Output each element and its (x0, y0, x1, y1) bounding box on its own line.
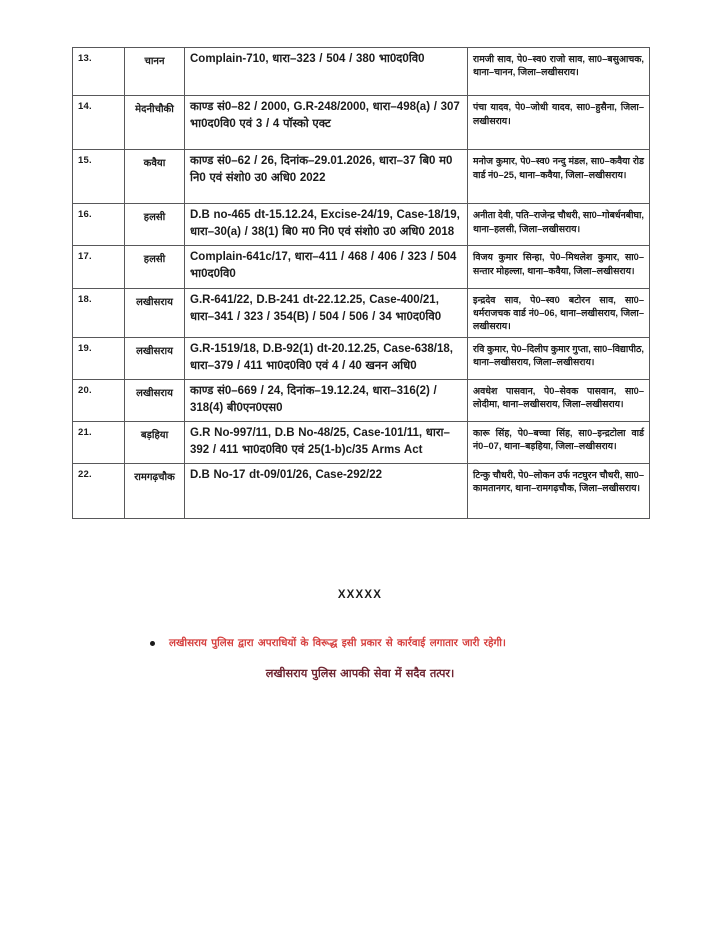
row-accused-details: रवि कुमार, पे0–दिलीप कुमार गुप्ता, सा0–विद्यापीठ, थाना–लखीसराय, जिला–लखीसराय। (468, 338, 650, 380)
row-accused-details: टिन्कु चौधरी, पे0–लोकन उर्फ नटघुरन चौधरी, सा0–कामतानगर, थाना–रामगढ़चौक, जिला–लखीसराय। (468, 464, 650, 518)
row-police-station: लखीसराय (125, 338, 185, 380)
row-case-details: G.R-1519/18, D.B-92(1) dt-20.12.25, Case-638/18, धारा–379 / 411 भा0द0वि0 एवं 4 / 40 खनन अधि0 (185, 338, 468, 380)
row-case-details: काण्ड सं0–669 / 24, दिनांक–19.12.24, धारा–316(2) / 318(4) बी0एन0एस0 (185, 380, 468, 422)
row-serial-number: 13. (73, 48, 125, 96)
table-row (73, 96, 650, 150)
row-police-station: बड़हिया (125, 422, 185, 464)
row-case-details: D.B No-17 dt-09/01/26, Case-292/22 (185, 464, 468, 518)
row-accused-details: कारू सिंह, पे0–बच्चा सिंह, सा0–इन्द्रटोला वार्ड नं0–07, थाना–बड़हिया, जिला–लखीसराय। (468, 422, 650, 464)
row-police-station: रामगढ़चौक (125, 464, 185, 518)
table-row (73, 48, 650, 96)
row-case-details: काण्ड सं0–82 / 2000, G.R-248/2000, धारा–498(a) / 307 भा0द0वि0 एवं 3 / 4 पॉस्को एक्ट (185, 96, 468, 150)
row-serial-number: 20. (73, 380, 125, 422)
row-accused-details: इन्द्रदेव साव, पे0–स्व0 बटोरन साव, सा0–धर्मराजचक वार्ड नं0–06, थाना–लखीसराय, जिला–लखीसराय। (468, 288, 650, 338)
records-table-body (73, 48, 650, 519)
row-police-station: लखीसराय (125, 288, 185, 338)
row-police-station: लखीसराय (125, 380, 185, 422)
row-case-details: G.R-641/22, D.B-241 dt-22.12.25, Case-400/21, धारा–341 / 323 / 354(B) / 504 / 506 / 34 भा0द0वि0 (185, 288, 468, 338)
footer-note (150, 636, 620, 651)
row-police-station: कवैया (125, 150, 185, 204)
row-accused-details: मनोज कुमार, पे0–स्व0 नन्दु मंडल, सा0–कवैया रोड वार्ड नं0–25, थाना–कवैया, जिला–लखीसराय। (468, 150, 650, 204)
row-serial-number: 22. (73, 464, 125, 518)
footer-tagline: लखीसराय पुलिस आपकी सेवा में सदैव तत्पर। (265, 668, 455, 680)
end-of-document-mark: XXXXX (337, 589, 383, 601)
row-case-details: Complain-641c/17, धारा–411 / 468 / 406 / 323 / 504 भा0द0वि0 (185, 246, 468, 288)
row-police-station: मेदनीचौकी (125, 96, 185, 150)
row-serial-number: 19. (73, 338, 125, 380)
bullet-point-icon (150, 641, 155, 646)
table-row (73, 380, 650, 422)
row-case-details: काण्ड सं0–62 / 26, दिनांक–29.01.2026, धारा–37 बि0 म0 नि0 एवं संशो0 उ0 अधि0 2022 (185, 150, 468, 204)
row-accused-details: अनीता देवी, पति–राजेन्द्र चौधरी, सा0–गोबर्धनबीघा, थाना–हलसी, जिला–लखीसराय। (468, 204, 650, 246)
records-table (72, 47, 650, 519)
table-row (73, 288, 650, 338)
row-serial-number: 18. (73, 288, 125, 338)
row-police-station: चानन (125, 48, 185, 96)
row-accused-details: अवधेश पासवान, पे0–सेवक पासवान, सा0–लोदीमा, थाना–लखीसराय, जिला–लखीसराय। (468, 380, 650, 422)
table-row (73, 246, 650, 288)
row-serial-number: 16. (73, 204, 125, 246)
row-serial-number: 17. (73, 246, 125, 288)
row-accused-details: विजय कुमार सिन्हा, पे0–मिथलेश कुमार, सा0–सन्तार मोहल्ला, थाना–कवैया, जिला–लखीसराय। (468, 246, 650, 288)
records-table-container (72, 47, 649, 519)
row-case-details: G.R No-997/11, D.B No-48/25, Case-101/11, धारा–392 / 411 भा0द0वि0 एवं 25(1-b)c/35 Arms Act (185, 422, 468, 464)
row-serial-number: 14. (73, 96, 125, 150)
row-accused-details: पंचा यादव, पे0–जोधी यादव, सा0–हुसैना, जिला–लखीसराय। (468, 96, 650, 150)
row-serial-number: 21. (73, 422, 125, 464)
row-case-details: D.B no-465 dt-15.12.24, Excise-24/19, Case-18/19, धारा–30(a) / 38(1) बि0 म0 नि0 एवं संशो0 उ0 अधि0 2018 (185, 204, 468, 246)
row-accused-details: रामजी साव, पे0–स्व0 राजो साव, सा0–बसुआचक, थाना–चानन, जिला–लखीसराय। (468, 48, 650, 96)
row-police-station: हलसी (125, 246, 185, 288)
table-row (73, 464, 650, 518)
table-row (73, 204, 650, 246)
footer-note-text: लखीसराय पुलिस द्वारा अपराधियों के विरूद्ध इसी प्रकार से कार्रवाई लगातार जारी रहेगी। (169, 638, 506, 649)
row-case-details: Complain-710, धारा–323 / 504 / 380 भा0द0वि0 (185, 48, 468, 96)
table-row (73, 422, 650, 464)
row-police-station: हलसी (125, 204, 185, 246)
table-row (73, 150, 650, 204)
table-row (73, 338, 650, 380)
row-serial-number: 15. (73, 150, 125, 204)
